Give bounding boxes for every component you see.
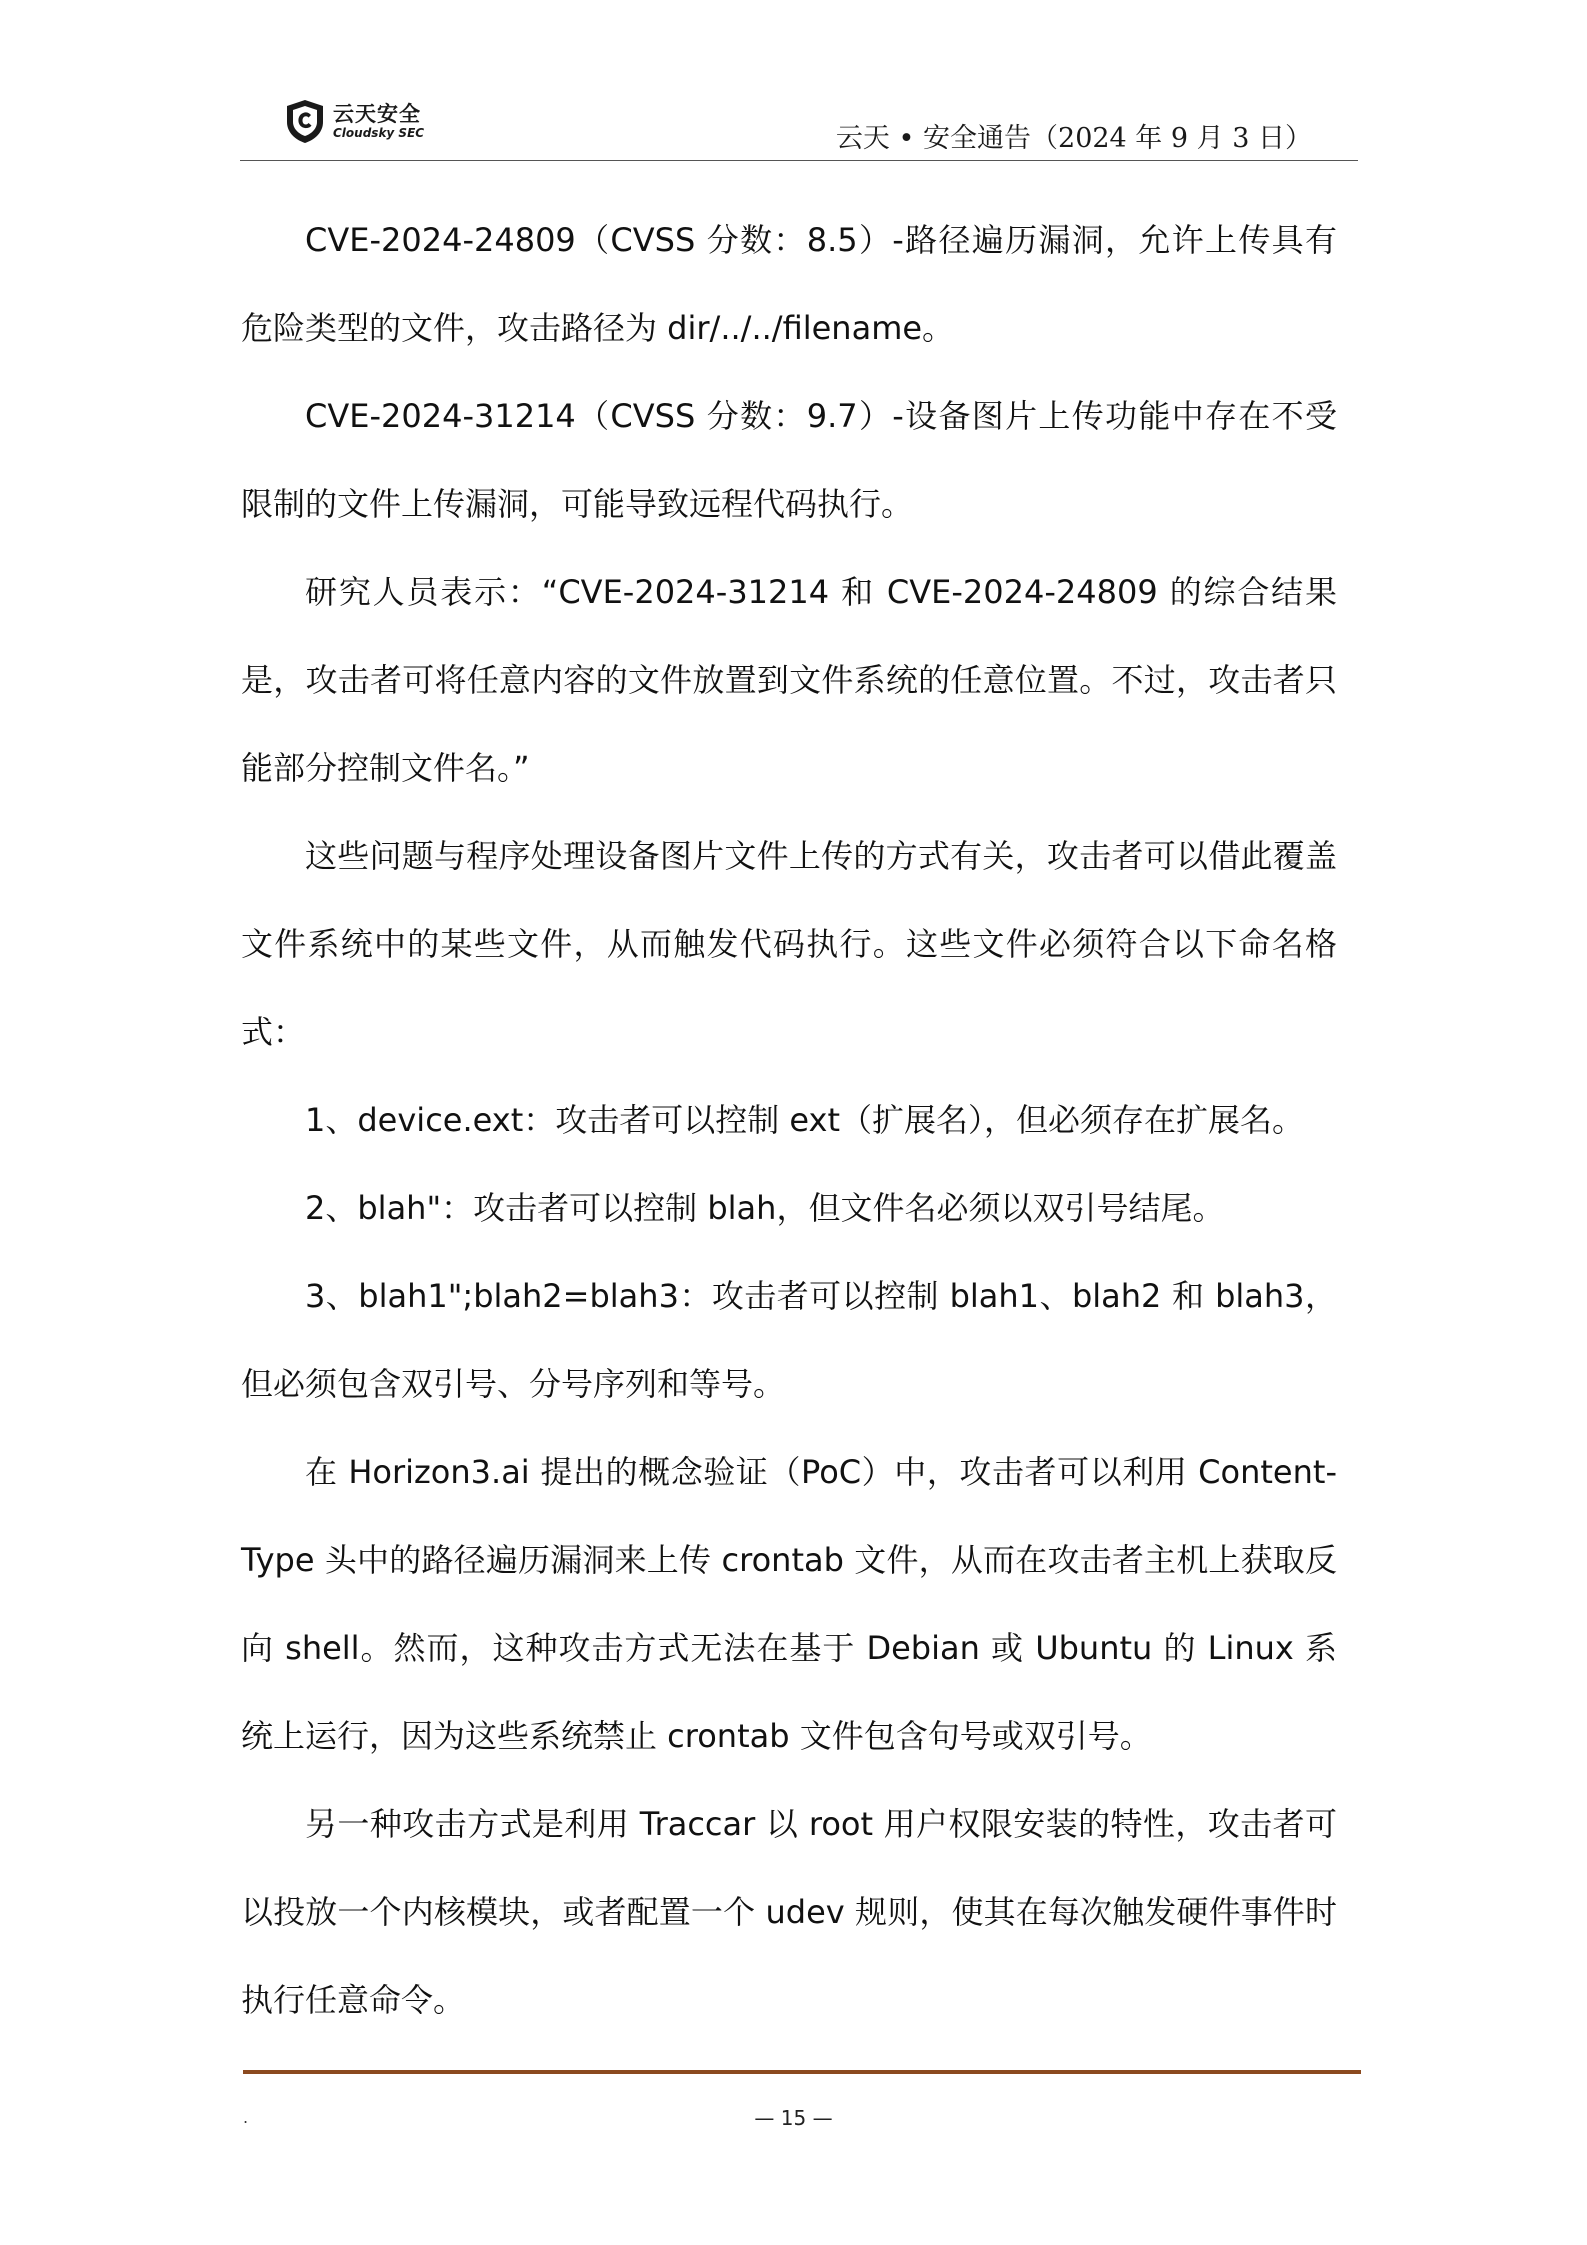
cloudsky-logo bbox=[283, 96, 443, 152]
paragraph-alternative-attack: 另一种攻击方式是利用 Traccar 以 root 用户权限安装的特性，攻击者可以投放一个内核模块，或者配置一个 udev 规则，使其在每次触发硬件事件时执行任意命令。 bbox=[241, 1805, 1337, 2019]
cloudsky-shield-logo-icon bbox=[283, 98, 327, 144]
list-item-format-2: 2、blah"：攻击者可以控制 blah，但文件名必须以双引号结尾。 bbox=[305, 1189, 1225, 1227]
paragraph-upload-issue: 这些问题与程序处理设备图片文件上传的方式有关，攻击者可以借此覆盖文件系统中的某些文件，从而触发代码执行。这些文件必须符合以下命名格式： bbox=[241, 837, 1337, 1051]
list-item-format-3: 3、blah1";blah2=blah3：攻击者可以控制 blah1、blah2 和 blah3，但必须包含双引号、分号序列和等号。 bbox=[241, 1277, 1337, 1403]
footer-divider bbox=[243, 2070, 1361, 2074]
logo-chinese-name: 云天安全 bbox=[333, 102, 421, 126]
paragraph-researcher-quote: 研究人员表示：“CVE-2024-31214 和 CVE-2024-24809 的综合结果是，攻击者可将任意内容的文件放置到文件系统的任意位置。不过，攻击者只能部分控制文件名。” bbox=[241, 573, 1337, 787]
paragraph-cve-2024-24809: CVE-2024-24809（CVSS 分数：8.5）-路径遍历漏洞，允许上传具有危险类型的文件，攻击路径为 dir/../../filename。 bbox=[241, 221, 1337, 347]
page-number: — 15 — bbox=[754, 2106, 833, 2130]
footer-dot: . bbox=[243, 2108, 249, 2127]
list-item-format-1: 1、device.ext：攻击者可以控制 ext（扩展名），但必须存在扩展名。 bbox=[305, 1101, 1305, 1139]
bulletin-title: 云天 • 安全通告（2024 年 9 月 3 日） bbox=[835, 123, 1312, 154]
page-header bbox=[240, 88, 1358, 160]
header-divider bbox=[240, 160, 1358, 161]
paragraph-cve-2024-31214: CVE-2024-31214（CVSS 分数：9.7）-设备图片上传功能中存在不受限制的文件上传漏洞，可能导致远程代码执行。 bbox=[241, 397, 1337, 523]
logo-english-name: Cloudsky SEC bbox=[333, 126, 425, 140]
paragraph-poc: 在 Horizon3.ai 提出的概念验证（PoC）中，攻击者可以利用 Content-Type 头中的路径遍历漏洞来上传 crontab 文件，从而在攻击者主机上获取反向 shell。然而，这种攻击方式无法在基于 Debian 或 Ubuntu 的 Linux 系统上运行，因为这些系统禁止 crontab 文件包含句号或双引号。 bbox=[241, 1453, 1337, 1755]
document-body bbox=[241, 196, 1337, 2044]
